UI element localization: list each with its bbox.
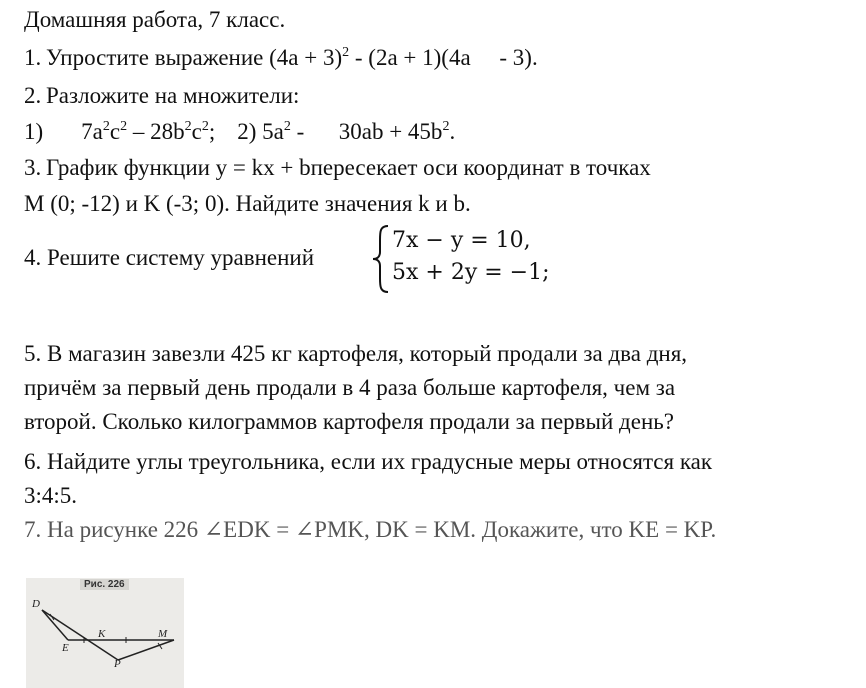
task-5-line-3: второй. Сколько килограммов картофеля продали за первый день? [24,409,674,434]
label-p: P [114,658,121,670]
figure-226 [26,578,184,688]
task-2-heading [24,82,299,110]
task-2-part-1-number: 1) [24,119,44,144]
equation-2: 5x + 2y = −1; [392,260,550,285]
task-1-exponent: 2 [342,45,350,60]
task-2-part-1-term-c: – 28b [127,119,185,144]
task-3-line-1 [24,154,651,182]
task-4-label: 4. Решите систему уравнений [24,245,315,270]
exponent: 2 [184,119,192,134]
exponent: 2 [201,119,209,134]
task-5-line-1: 5. В магазин завезли 425 кг картофеля, который продали за два дня, [24,341,688,366]
label-d: D [32,598,40,610]
task-2-text: Разложите на множители: [46,83,300,108]
task-2-part-2-start: 2) 5a [237,119,284,144]
task-2-part-1-term-d: c [191,119,202,144]
task-3-line-2: M (0; -12) и K (-3; 0). Найдите значения k и b. [24,191,471,216]
exponent: 2 [102,119,110,134]
equation-system [370,222,570,296]
task-2-part-1-term-a: 7a [81,119,103,144]
task-6-line-1: 6. Найдите углы треугольника, если их градусные меры относятся как [24,449,713,474]
task-2-number: 2. [24,83,42,108]
task-2-part-2-middle: - 30ab + 45b [290,119,443,144]
task-2-part-1-end: ; [208,119,216,144]
task-5-line-2: причём за первый день продали в 4 раза больше картофеля, чем за [24,375,676,400]
exponent: 2 [283,119,291,134]
label-m: M [158,628,168,640]
task-1-rest: - (2a + 1)(4a - 3). [349,45,538,70]
task-3-text: График функции y = kx + bпересекает оси координат в точках [46,155,651,180]
task-2-parts [24,118,455,146]
label-k: K [98,628,106,640]
task-7: 7. На рисунке 226 ∠EDK = ∠PMK, DK = KM. Докажите, что KE = KP. [24,517,717,542]
task-2-part-1-term-b: c [109,119,121,144]
exponent: 2 [120,119,128,134]
page-title: Домашняя работа, 7 класс. [24,7,286,32]
figure-title: Рис. 226 [80,579,129,590]
task-1-text: Упростите выражение (4a + 3) [46,45,343,70]
task-2-part-2-end: . [449,119,456,144]
task-1 [24,44,538,72]
label-e: E [62,642,69,654]
curly-brace-icon [370,222,394,296]
task-3-number: 3. [24,155,42,180]
equation-1: 7x − y = 10, [392,228,531,253]
task-1-number: 1. [24,45,42,70]
exponent: 2 [442,119,450,134]
task-6-line-2: 3:4:5. [24,483,78,508]
